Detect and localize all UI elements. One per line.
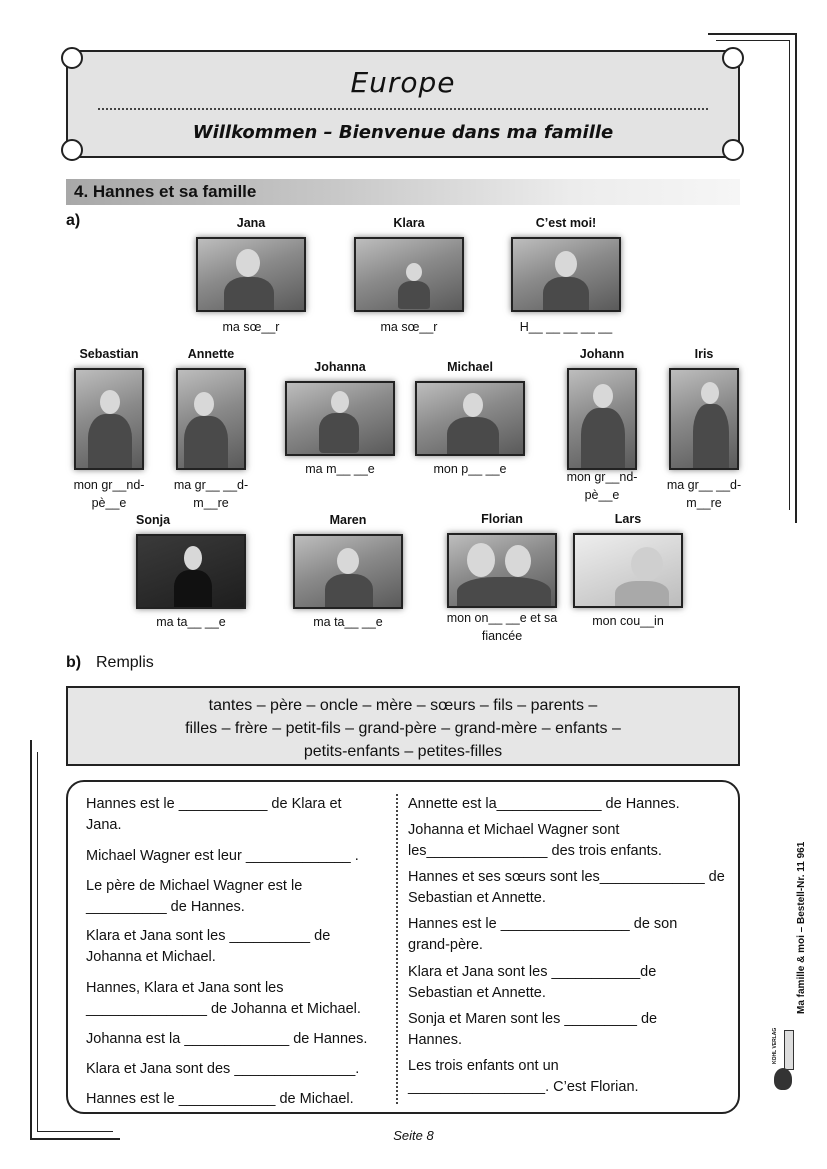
person-name: Johanna xyxy=(314,360,366,374)
frame-line-top xyxy=(708,33,796,35)
caption-iris: ma gr__ __d-m__re xyxy=(666,478,742,510)
person-michael xyxy=(415,360,525,374)
person-johann xyxy=(559,347,645,361)
caption-sonja: ma ta__ __e xyxy=(156,615,226,629)
exercise-right-1[interactable]: Annette est la_____________ de Hannes. xyxy=(408,796,680,812)
section-bar xyxy=(66,179,740,205)
person-iris xyxy=(661,347,747,361)
banner-corner-br xyxy=(722,139,744,161)
person-name: C’est moi! xyxy=(535,216,597,230)
caption-annette: ma gr__ __d-m__re xyxy=(173,478,249,510)
photo-johann xyxy=(567,368,637,470)
publisher-logo xyxy=(772,1027,794,1070)
photo-florian xyxy=(447,533,557,608)
photo-johanna xyxy=(285,381,395,456)
exercise-left-8[interactable]: Hannes est le ____________ de Michael. xyxy=(86,1091,354,1107)
side-publisher-text: Ma famille & moi – Bestell-Nr. 11 961 xyxy=(796,841,807,1014)
exercise-left-2[interactable]: Michael Wagner est leur _____________ . xyxy=(86,848,359,864)
banner-corner-bl xyxy=(61,139,83,161)
frame-line-left-inner xyxy=(37,752,38,1132)
person-klara xyxy=(354,216,464,230)
header-banner xyxy=(66,50,740,158)
person-annette xyxy=(168,347,254,361)
person-name: Jana xyxy=(236,216,266,230)
caption-michael: mon p__ __e xyxy=(433,462,507,476)
person-name: Florian xyxy=(481,512,523,526)
exercise-left-5[interactable]: Hannes, Klara et Jana sont les _______________ de Johanna et Michael. xyxy=(86,980,361,1017)
person-johanna xyxy=(285,360,395,374)
exercise-right-7[interactable]: Les trois enfants ont un _________________. C’est Florian. xyxy=(408,1058,639,1095)
section-title: 4. Hannes et sa famille xyxy=(74,182,257,201)
publisher-tree-icon xyxy=(774,1068,792,1090)
person-name: Sebastian xyxy=(79,347,139,361)
exercise-left-7[interactable]: Klara et Jana sont des _______________. xyxy=(86,1061,360,1077)
photo-hannes xyxy=(511,237,621,312)
exercise-box xyxy=(66,780,740,1114)
part-b-letter: b) xyxy=(66,654,82,671)
person-sonja xyxy=(136,513,246,527)
exercise-left-1[interactable]: Hannes est le ___________ de Klara et Jana. xyxy=(86,796,342,833)
photo-sonja xyxy=(136,534,246,609)
caption-sebastian: mon gr__nd-pè__e xyxy=(73,478,145,510)
frame-line-right-inner xyxy=(789,40,790,510)
photo-annette xyxy=(176,368,246,470)
banner-dotted-rule xyxy=(98,108,708,110)
person-name: Lars xyxy=(614,512,642,526)
frame-line-top-inner xyxy=(716,40,790,41)
person-name: Johann xyxy=(579,347,625,361)
person-sebastian xyxy=(66,347,152,361)
word-bank-line: petits-enfants – petites-filles xyxy=(303,743,503,760)
caption-jana: ma sœ__r xyxy=(222,320,280,334)
part-a-label: a) xyxy=(66,212,81,229)
photo-sebastian xyxy=(74,368,144,470)
frame-line-left xyxy=(30,740,32,1140)
photo-lars xyxy=(573,533,683,608)
person-maren xyxy=(293,513,403,527)
part-b-label: Remplis xyxy=(96,654,154,671)
person-florian xyxy=(447,512,557,526)
photo-maren xyxy=(293,534,403,609)
exercise-right-4[interactable]: Hannes est le ________________ de son grand-père. xyxy=(408,916,678,953)
caption-klara: ma sœ__r xyxy=(380,320,438,334)
person-lars xyxy=(573,512,683,526)
page-subtitle: Willkommen – Bienvenue dans ma famille xyxy=(192,122,614,143)
exercise-right-3[interactable]: Hannes et ses sœurs sont les_____________ de Sebastian et Annette. xyxy=(408,869,725,906)
person-name: Sonja xyxy=(136,513,171,527)
caption-maren: ma ta__ __e xyxy=(313,615,383,629)
banner-corner-tr xyxy=(722,47,744,69)
photo-michael xyxy=(415,381,525,456)
frame-line-right xyxy=(795,33,797,523)
caption-johanna: ma m__ __e xyxy=(305,462,375,476)
caption-johann: mon gr__nd-pè__e xyxy=(566,470,638,502)
caption-florian: mon on__ __e et sa fiancée xyxy=(446,611,558,643)
person-hannes xyxy=(511,216,621,230)
exercise-left-3[interactable]: Le père de Michael Wagner est le __________ de Hannes. xyxy=(86,878,303,915)
word-bank-line: filles – frère – petit-fils – grand-père – grand-mère – enfants – xyxy=(185,720,621,737)
publisher-logo-text: KOHL VERLAG xyxy=(772,1027,778,1064)
column-divider xyxy=(396,794,398,1104)
exercise-right-6[interactable]: Sonja et Maren sont les _________ de Hannes. xyxy=(408,1011,658,1048)
person-name: Maren xyxy=(329,513,367,527)
person-name: Annette xyxy=(187,347,235,361)
person-name: Iris xyxy=(694,347,714,361)
exercise-right-2[interactable]: Johanna et Michael Wagner sont les_______________ des trois enfants. xyxy=(408,822,662,859)
person-name: Klara xyxy=(393,216,425,230)
photo-klara xyxy=(354,237,464,312)
word-bank-line: tantes – père – oncle – mère – sœurs – fils – parents – xyxy=(208,697,598,714)
banner-corner-tl xyxy=(61,47,83,69)
page-title: Europe xyxy=(350,66,456,99)
photo-iris xyxy=(669,368,739,470)
caption-hannes: H__ __ __ __ __ xyxy=(519,320,613,334)
exercise-left-4[interactable]: Klara et Jana sont les __________ de Johanna et Michael. xyxy=(86,928,331,965)
caption-lars: mon cou__in xyxy=(592,614,664,628)
word-bank xyxy=(66,686,740,766)
exercise-right-5[interactable]: Klara et Jana sont les ___________de Sebastian et Annette. xyxy=(408,964,657,1001)
page-number: Seite 8 xyxy=(393,1128,434,1143)
exercise-left-6[interactable]: Johanna est la _____________ de Hannes. xyxy=(86,1031,368,1047)
person-name: Michael xyxy=(447,360,493,374)
person-jana xyxy=(196,216,306,230)
photo-jana xyxy=(196,237,306,312)
